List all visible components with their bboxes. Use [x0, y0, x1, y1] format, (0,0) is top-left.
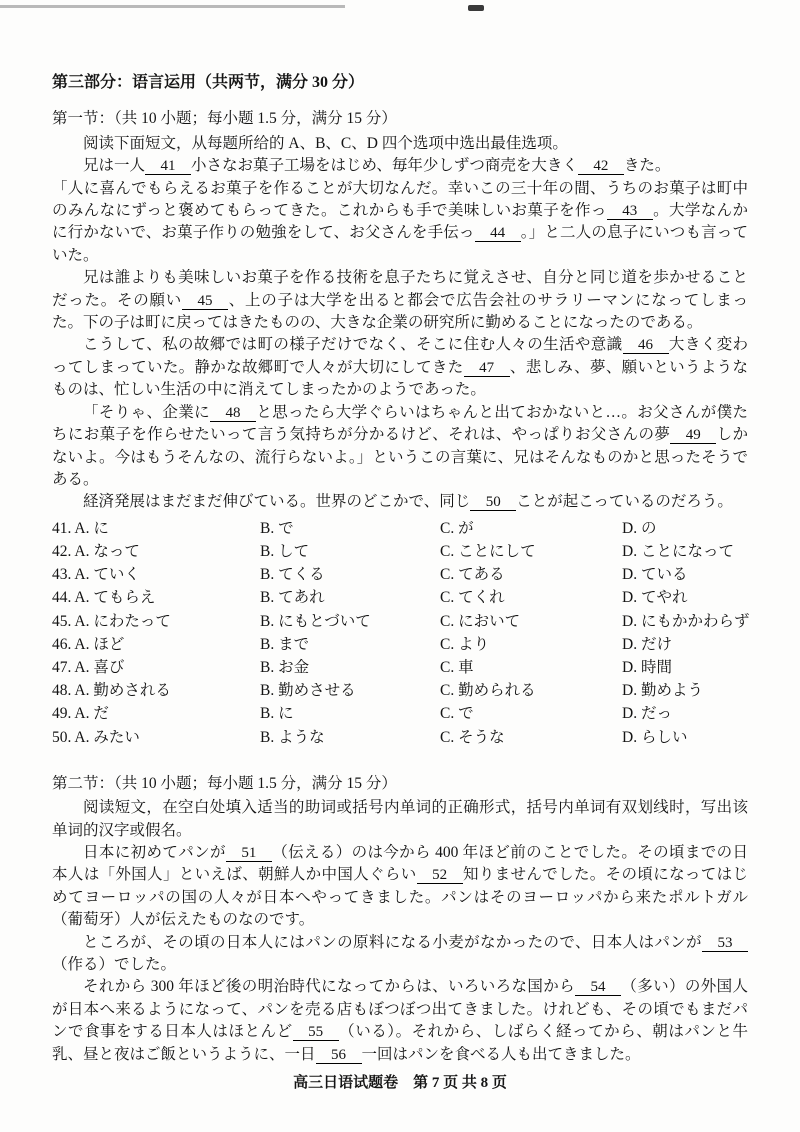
scan-artifact-mark	[468, 5, 484, 11]
blank-49: 49	[670, 427, 716, 444]
blank-47: 47	[464, 360, 510, 377]
part2-heading: 第二节：（共 10 小题；每小题 1.5 分，满分 15 分）	[52, 774, 397, 792]
question-42-option-a: 42. A. なって	[52, 542, 140, 560]
part1-section	[52, 108, 748, 748]
part2-instruction: 阅读短文，在空白处填入适当的助词或括号内单词的正确形式，括号内单词有双划线时，写出该单词的汉字或假名。	[52, 799, 748, 839]
question-43-option-a: 43. A. ていく	[52, 566, 140, 584]
part1-paragraph-2: 「人に喜んでもらえるお菓子を作ることが大切なんだ。幸いこの三十年の間、うちのお菓子は町中のみんなにずっと褒めてもらってきた。これからも手で美味しいお菓子を作っ 43 。大学なんかに行かないで、お菓子作りの勉強をして、お父さんを手伝っ 44 。」と二人の息子にいつも言っていた。	[52, 179, 748, 264]
question-49-option-a: 49. A. だ	[52, 705, 109, 723]
question-45-option-d: D. にもかかわらず	[622, 612, 750, 630]
part1-paragraph-3: 兄は誰よりも美味しいお菓子を作る技術を息子たちに覚えさせ、自分と同じ道を歩かせることだった。その願い 45 、上の子は大学を出ると都会で広告会社のサラリーマンになってしまった。下の子は町に戻ってはきたものの、大きな企業の研究所に勤めることになったのである。	[52, 269, 748, 332]
question-48-option-a: 48. A. 勤めされる	[52, 682, 171, 700]
part1-paragraph-4: こうして、私の故郷では町の様子だけでなく、そこに住む人々の生活や意識 46 大きく変わってしまっていた。静かな故郷町で人々が大切にしてきた 47 、悲しみ、夢、願いというようなものは、忙しい生活の中に消えてしまったかのようであった。	[52, 336, 748, 399]
question-row-50	[52, 726, 748, 749]
question-42-option-b: B. して	[260, 542, 310, 560]
blank-43: 43	[607, 203, 653, 220]
blank-46: 46	[623, 337, 669, 354]
question-47-option-d: D. 時間	[622, 658, 672, 676]
question-48-option-c: C. 勤められる	[440, 682, 536, 700]
question-row-45	[52, 610, 748, 633]
question-46-option-b: B. まで	[260, 635, 310, 653]
question-50-option-d: D. らしい	[622, 728, 688, 746]
question-44-option-d: D. てやれ	[622, 589, 688, 607]
part1-paragraph-6: 経済発展はまだまだ伸びている。世界のどこかで、同じ 50 ことが起こっているのだろう。	[83, 493, 733, 511]
question-49-option-c: C. で	[440, 705, 474, 723]
question-row-41	[52, 517, 748, 540]
part1-passage	[52, 155, 748, 514]
question-49-option-d: D. だっ	[622, 705, 672, 723]
question-44-option-c: C. てくれ	[440, 589, 505, 607]
part2-paragraph-3: それから 300 年ほど後の明治時代になってからは、いろいろな国から 54 （多い）の外国人が日本へ来るようになって、パンを売る店もぼつぼつ出てきました。けれども、その頃でもまだパンで食事をする日本人はほとんど 55 （いる）。それから、しばらく経ってから、朝はパンと牛乳、昼と夜はご飯というように、一日 56 一回はパンを食べる人も出てきました。	[52, 978, 748, 1063]
question-42-option-c: C. ことにして	[440, 542, 536, 560]
question-row-43	[52, 563, 748, 586]
blank-52: 52	[417, 867, 463, 884]
question-43-option-c: C. てある	[440, 566, 505, 584]
blank-54: 54	[575, 979, 621, 996]
question-45-option-c: C. において	[440, 612, 521, 630]
blank-53: 53	[702, 935, 748, 952]
part2-paragraph-2: ところが、その頃の日本人にはパンの原料になる小麦がなかったので、日本人はパンが 53（作る）でした。	[52, 932, 748, 977]
question-45-option-a: 45. A. にわたって	[52, 612, 171, 630]
page-footer: 高三日语试题卷 第 7 页 共 8 页	[293, 1074, 507, 1091]
question-48-option-b: B. 勤めさせる	[260, 682, 356, 700]
question-49-option-b: B. に	[260, 705, 294, 723]
question-43-option-b: B. てくる	[260, 566, 325, 584]
part1-instruction: 阅读下面短文，从每题所给的 A、B、C、D 四个选项中选出最佳选项。	[83, 134, 568, 152]
question-row-49	[52, 702, 748, 725]
part2-passage	[52, 842, 748, 1066]
question-44-option-b: B. てあれ	[260, 589, 325, 607]
question-46-option-d: D. だけ	[622, 635, 672, 653]
question-47-option-c: C. 車	[440, 658, 474, 676]
part2-paragraph-1: 日本に初めてパンが 51 （伝える）のは今から 400 年ほど前のことでした。その頃までの日本人は「外国人」といえば、朝鮮人か中国人ぐらい 52 知りませんでした。その頃になってはじめてヨーロッパの国の人々が日本へやってきました。パンはそのヨーロッパから来たポルトガル（葡萄牙）人が伝えたものなのです。	[52, 843, 748, 929]
question-50-option-b: B. ような	[260, 728, 325, 746]
question-42-option-d: D. ことになって	[622, 542, 734, 560]
scan-artifact-line	[0, 5, 345, 8]
blank-50: 50	[470, 494, 516, 511]
question-50-option-c: C. そうな	[440, 728, 505, 746]
part1-heading: 第一节：（共 10 小题；每小题 1.5 分，满分 15 分）	[52, 110, 397, 128]
part2-section	[52, 773, 748, 1066]
question-44-option-a: 44. A. てもらえ	[52, 589, 156, 607]
question-41-option-a: 41. A. に	[52, 519, 109, 537]
question-45-option-b: B. にもとづいて	[260, 612, 371, 630]
section-title: 第三部分：语言运用（共两节，满分 30 分）	[52, 74, 365, 91]
question-row-48	[52, 679, 748, 702]
part1-paragraph-5: 「そりゃ、企業に 48 と思ったら大学ぐらいはちゃんと出ておかないと…。お父さんが僕たちにお菓子を作らせたいって言う気持ちが分かるけど、それは、やっぱりお父さんの夢 49 しかないよ。今はもうそんなの、流行らないよ。」というこの言葉に、兄はそんなものかと思ったそうである。	[52, 403, 748, 488]
blank-56: 56	[316, 1047, 362, 1064]
question-41-option-c: C. が	[440, 519, 474, 537]
question-47-option-a: 47. A. 喜び	[52, 658, 125, 676]
question-50-option-a: 50. A. みたい	[52, 728, 140, 746]
question-46-option-a: 46. A. ほど	[52, 635, 125, 653]
blank-55: 55	[293, 1024, 339, 1041]
blank-41: 41	[145, 158, 191, 175]
question-table	[52, 517, 748, 749]
question-41-option-b: B. で	[260, 519, 294, 537]
question-41-option-d: D. の	[622, 519, 657, 537]
blank-51: 51	[226, 845, 272, 862]
question-row-46	[52, 633, 748, 656]
question-43-option-d: D. ている	[622, 566, 688, 584]
question-row-47	[52, 656, 748, 679]
question-row-42	[52, 540, 748, 563]
blank-42: 42	[578, 158, 624, 175]
question-47-option-b: B. お金	[260, 658, 310, 676]
question-46-option-c: C. より	[440, 635, 490, 653]
question-row-44	[52, 586, 748, 609]
blank-44: 44	[475, 225, 521, 242]
question-48-option-d: D. 勤めよう	[622, 682, 703, 700]
blank-48: 48	[210, 405, 256, 422]
blank-45: 45	[182, 293, 228, 310]
part1-paragraph-1: 兄は一人 41 小さなお菓子工場をはじめ、毎年少しずつ商売を大きく 42 きた。	[83, 157, 671, 175]
